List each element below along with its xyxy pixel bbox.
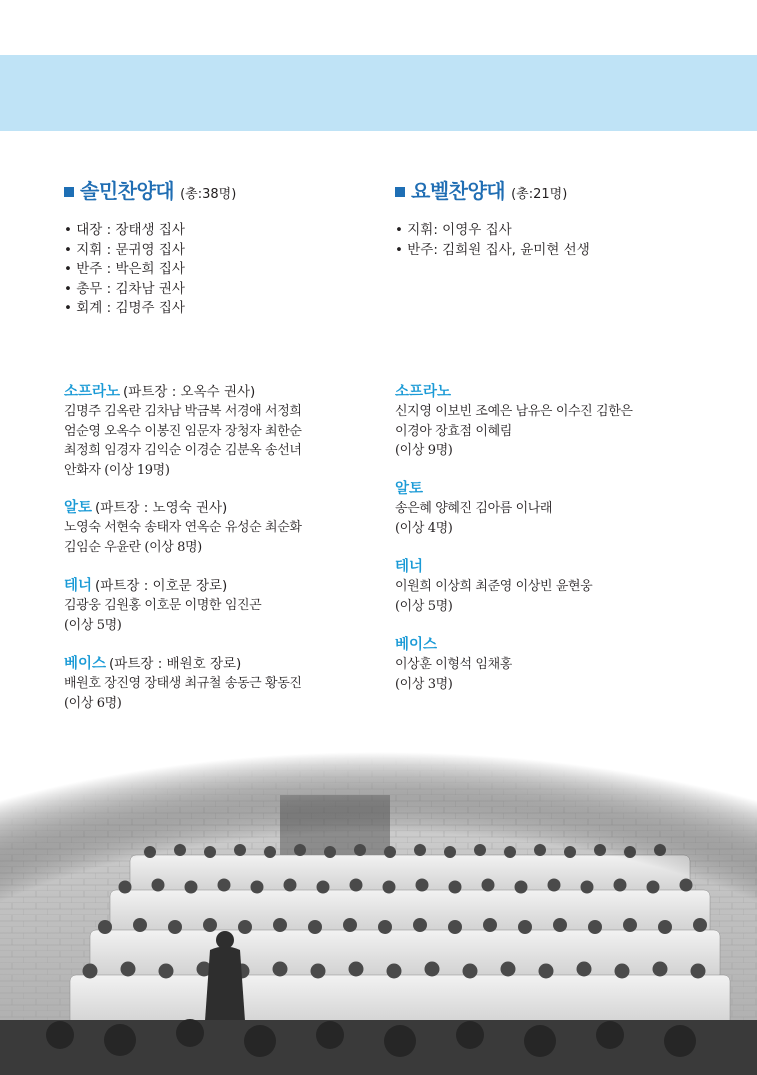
part-members: 김광웅 김원홍 이호문 이명한 임진곤 (이상 5명) bbox=[64, 598, 262, 633]
part-name: 소프라노 bbox=[395, 384, 452, 400]
choir-name: 요벨찬양대 bbox=[411, 179, 506, 203]
part-heading bbox=[395, 557, 695, 577]
part-bass bbox=[395, 635, 695, 694]
part-members: 신지영 이보빈 조예은 남유은 이수진 김한은 이경아 장효점 이혜림 (이상 9명) bbox=[395, 404, 633, 458]
part-alto bbox=[64, 498, 364, 557]
choir-heading bbox=[64, 175, 364, 201]
choir-total: (총:38명) bbox=[180, 187, 237, 202]
yobel-choir-section bbox=[395, 175, 725, 692]
choir-photo bbox=[0, 735, 757, 1075]
part-heading bbox=[64, 498, 364, 518]
officer-item: • 총무 : 김차남 권사 bbox=[64, 280, 185, 297]
part-heading bbox=[395, 479, 695, 499]
part-members: 김명주 김옥란 김차남 박금복 서경애 서정희 엄순영 오옥수 이봉진 임문자 장청자 최한순 최정희 임경자 김익순 이경순 김분옥 송선녀 안화자 (이상 19명) bbox=[64, 404, 302, 478]
part-members: 이원희 이상희 최준영 이상빈 윤현웅 (이상 5명) bbox=[395, 579, 593, 614]
officer-item: • 지휘: 이영우 집사 bbox=[395, 222, 512, 238]
part-name: 베이스 bbox=[64, 656, 107, 672]
part-leader: (파트장 : 이호문 장로) bbox=[95, 578, 228, 594]
officer-item: • 반주: 김희원 집사, 윤미현 선생 bbox=[395, 241, 590, 258]
part-leader: (파트장 : 배원호 장로) bbox=[109, 656, 242, 672]
part-name: 소프라노 bbox=[64, 384, 121, 400]
part-bass bbox=[64, 654, 364, 713]
part-leader: (파트장 : 오옥수 권사) bbox=[123, 384, 256, 400]
part-name: 알토 bbox=[64, 500, 93, 516]
officer-item: • 지휘 : 문귀영 집사 bbox=[64, 241, 185, 258]
square-bullet-icon bbox=[395, 187, 405, 197]
choir-heading bbox=[395, 175, 725, 201]
header-banner bbox=[0, 55, 757, 131]
part-tenor bbox=[64, 576, 364, 635]
part-members: 이상훈 이형석 임채홍 (이상 3명) bbox=[395, 657, 512, 692]
part-name: 테너 bbox=[64, 578, 93, 594]
part-members: 배원호 장진영 장태생 최규철 송동근 황동진 (이상 6명) bbox=[64, 676, 302, 711]
part-leader: (파트장 : 노영숙 권사) bbox=[95, 500, 228, 516]
square-bullet-icon bbox=[64, 187, 74, 197]
solmin-choir-section bbox=[64, 175, 364, 711]
part-tenor bbox=[395, 557, 695, 616]
officer-list bbox=[64, 221, 185, 319]
part-heading bbox=[64, 382, 364, 402]
part-heading bbox=[395, 382, 695, 402]
choir-total: (총:21명) bbox=[511, 187, 568, 202]
part-name: 테너 bbox=[395, 559, 424, 575]
officer-item: • 회계 : 김명주 집사 bbox=[64, 300, 185, 316]
officer-item: • 대장 : 장태생 집사 bbox=[64, 222, 185, 238]
part-heading bbox=[64, 654, 364, 674]
part-name: 알토 bbox=[395, 481, 424, 497]
officer-list bbox=[395, 221, 590, 260]
part-heading bbox=[64, 576, 364, 596]
part-members: 송은혜 양혜진 김아름 이나래 (이상 4명) bbox=[395, 501, 553, 536]
choir-name: 솔민찬양대 bbox=[80, 179, 175, 203]
part-name: 베이스 bbox=[395, 637, 438, 653]
part-members: 노영숙 서현숙 송태자 연옥순 유성순 최순화 김임순 우윤란 (이상 8명) bbox=[64, 520, 302, 555]
part-soprano bbox=[64, 382, 364, 480]
part-soprano bbox=[395, 382, 695, 461]
part-heading bbox=[395, 635, 695, 655]
officer-item: • 반주 : 박은희 집사 bbox=[64, 261, 185, 277]
part-alto bbox=[395, 479, 695, 538]
